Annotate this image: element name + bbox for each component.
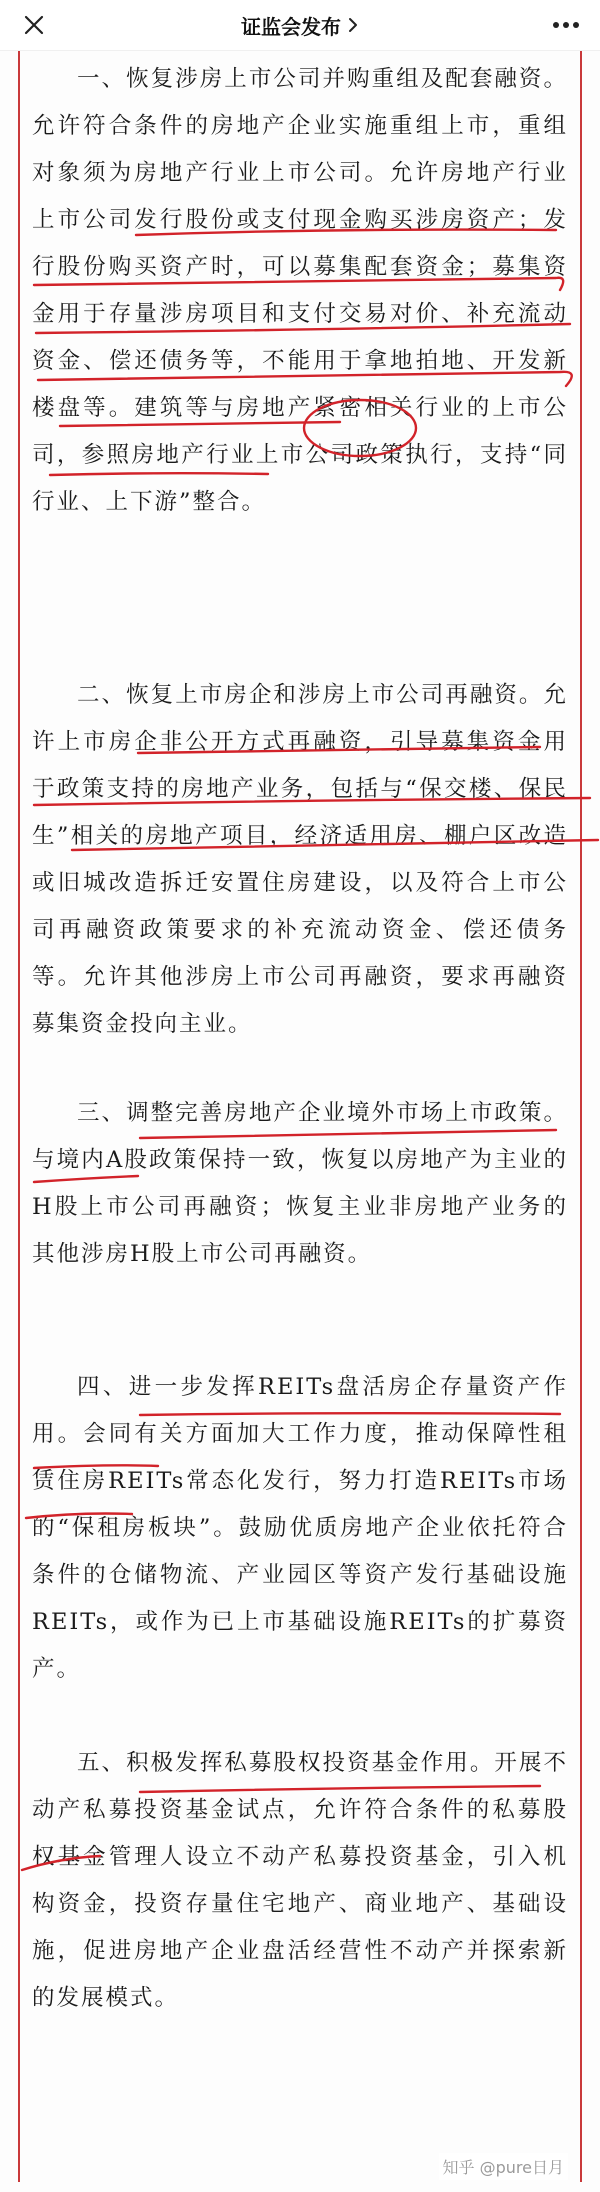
page-title: 证监会发布 <box>241 14 341 39</box>
close-icon <box>23 14 45 36</box>
paragraph-1: 一、恢复涉房上市公司并购重组及配套融资。允许符合条件的房地产企业实施重组上市，重组对象须为房地产行业上市公司。允许房地产行业上市公司发行股份或支付现金购买涉房资产；发行股份购买资产时，可以募集配套资金；募集资金用于存量涉房项目和支付交易对价、补充流动资金、偿还债务等，不能用于拿地拍地、开发新楼盘等。建筑等与房地产紧密相关行业的上市公司，参照房地产行业上市公司政策执行，支持“同行业、上下游”整合。 <box>32 66 568 515</box>
red-frame-left <box>18 50 20 2182</box>
account-title-link[interactable] <box>241 11 359 40</box>
chevron-right-icon <box>347 17 359 33</box>
close-button[interactable] <box>18 9 50 41</box>
app-header <box>0 0 600 51</box>
paragraph-4: 四、进一步发挥REITs盘活房企存量资产作用。会同有关方面加大工作力度，推动保障性租赁住房REITs常态化发行，努力打造REITs市场的“保租房板块”。鼓励优质房地产企业依托符合条件的仓储物流、产业园区等资产发行基础设施REITs，或作为已上市基础设施REITs的扩募资产。 <box>32 1374 568 1682</box>
watermark: 知乎 @pure日月 <box>439 2153 568 2180</box>
paragraph-5: 五、积极发挥私募股权投资基金作用。开展不动产私募投资基金试点，允许符合条件的私募股权基金管理人设立不动产私募投资基金，引入机构资金，投资存量住宅地产、商业地产、基础设施，促进房地产企业盘活经营性不动产并探索新的发展模式。 <box>32 1750 568 2011</box>
paragraph-2: 二、恢复上市房企和涉房上市公司再融资。允许上市房企非公开方式再融资，引导募集资金用于政策支持的房地产业务，包括与“保交楼、保民生”相关的房地产项目，经济适用房、棚户区改造或旧城改造拆迁安置住房建设，以及符合上市公司再融资政策要求的补充流动资金、偿还债务等。允许其他涉房上市公司再融资，要求再融资募集资金投向主业。 <box>32 682 568 1037</box>
red-frame-right <box>580 50 582 2182</box>
more-dots-icon <box>552 21 580 29</box>
more-options-button[interactable] <box>548 9 584 41</box>
paragraph-3: 三、调整完善房地产企业境外市场上市政策。与境内A股政策保持一致，恢复以房地产为主业的H股上市公司再融资；恢复主业非房地产业务的其他涉房H股上市公司再融资。 <box>32 1100 568 1267</box>
document-image <box>0 50 600 2192</box>
